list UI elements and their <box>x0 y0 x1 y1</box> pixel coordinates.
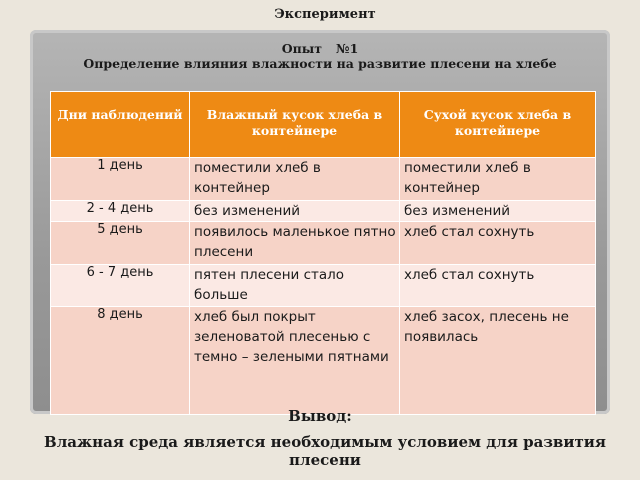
column-header-dry: Сухой кусок хлеба в контейнере <box>400 92 596 158</box>
day-cell: 2 - 4 день <box>51 201 190 222</box>
wet-cell: поместили хлеб в контейнер <box>190 158 400 201</box>
dry-cell: поместили хлеб в контейнер <box>400 158 596 201</box>
day-cell: 5 день <box>51 222 190 265</box>
table-row <box>51 265 596 307</box>
dry-cell: хлеб засох, плесень не появилась <box>400 307 596 415</box>
conclusion-label: Вывод: <box>288 407 352 425</box>
wet-cell: пятен плесени стало больше <box>190 265 400 307</box>
conclusion-text: Влажная среда является необходимым условием для развития плесени <box>44 433 606 469</box>
experiment-number: №1 <box>336 41 359 56</box>
table-row <box>51 201 596 222</box>
experiment-heading <box>0 41 640 71</box>
table-header-row <box>51 92 596 158</box>
page-title: Эксперимент <box>274 7 376 22</box>
column-header-days: Дни наблюдений <box>51 92 190 158</box>
column-header-wet: Влажный кусок хлеба в контейнере <box>190 92 400 158</box>
table-row <box>51 158 596 201</box>
wet-cell: появилось маленькое пятно плесени <box>190 222 400 265</box>
wet-cell: хлеб был покрыт зеленоватой плесенью с темно – зелеными пятнами <box>190 307 400 415</box>
dry-cell: без изменений <box>400 201 596 222</box>
experiment-subtitle: Определение влияния влажности на развитие плесени на хлебе <box>83 56 557 71</box>
day-cell: 1 день <box>51 158 190 201</box>
dry-cell: хлеб стал сохнуть <box>400 265 596 307</box>
day-cell: 6 - 7 день <box>51 265 190 307</box>
observation-table <box>50 91 596 415</box>
dry-cell: хлеб стал сохнуть <box>400 222 596 265</box>
experiment-label: Опыт <box>281 41 323 56</box>
table-row <box>51 222 596 265</box>
day-cell: 8 день <box>51 307 190 415</box>
table-row <box>51 307 596 415</box>
wet-cell: без изменений <box>190 201 400 222</box>
